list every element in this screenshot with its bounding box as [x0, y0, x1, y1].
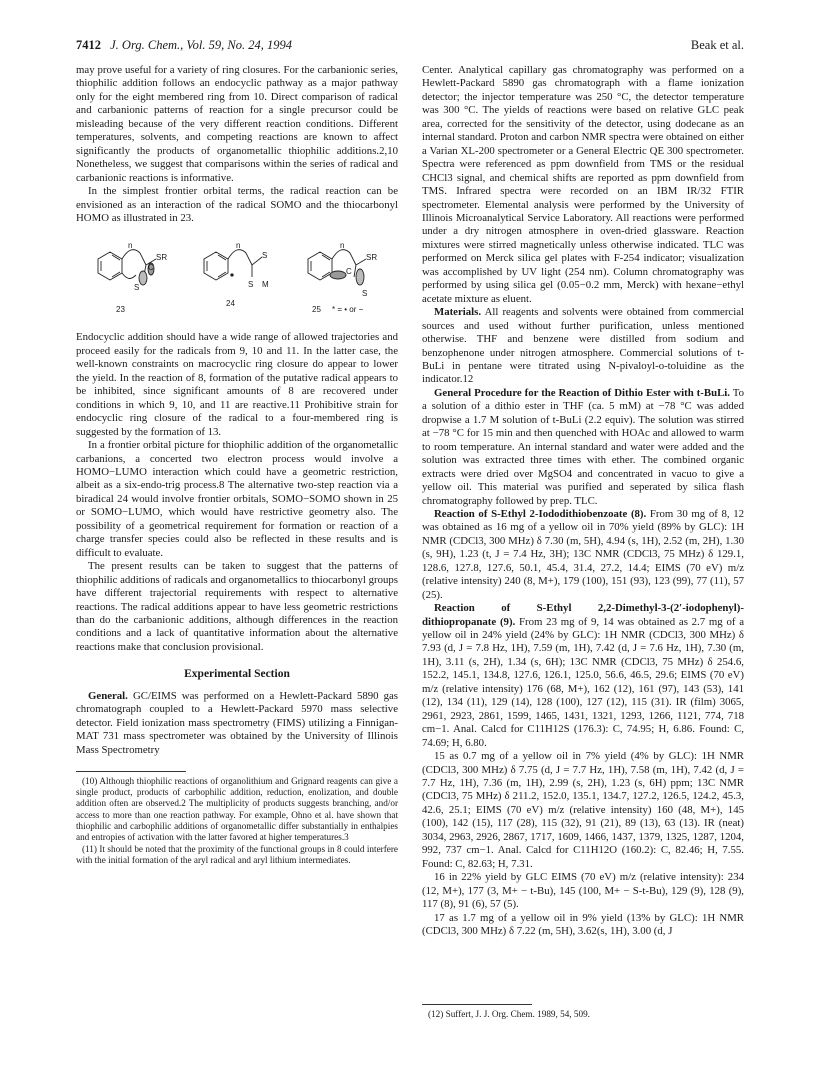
- compound-label-24: 24: [226, 299, 235, 309]
- label-s-23: S: [134, 283, 140, 293]
- journal-citation: J. Org. Chem., Vol. 59, No. 24, 1994: [110, 38, 292, 52]
- footnote-10: (10) Although thiophilic reactions of organolithium and Grignard reagents can give a single product, products of carbophilic addition, reduction, enolization, and double addition often are observed.2 The multiplicity of products suggests branching, and/or access to more than one reaction pathway. For example, Ohno et al. have shown that thiophilic and carbophilic additions of organometallic differ substantially in enthalpies and entropies of activation with the latter favored at higher temperatures.3: [76, 776, 398, 843]
- footnotes-left: [76, 776, 398, 867]
- label-s-24: S: [248, 280, 254, 290]
- compound-label-25: 25: [312, 305, 321, 315]
- page-header: [76, 38, 744, 56]
- paragraph-materials: [422, 306, 744, 387]
- footnote-rule-right: [422, 1004, 532, 1005]
- general-procedure-text: To a solution of a dithio ester in THF (ca. 5 mM) at −78 °C was added dropwise a 1.7 M solution of t-BuLi (2.2 equiv). The solution was stirred at −78 °C for 15 min and then quenched with HOAc and allowed to warm to room temperature. An internal standard and water were added and the solution was extracted three times with ether. The combined organic extracts were dried over MgSO4 and concentrated in vacuo to give a yellow oil. This material was purified and seperated by silica flash chromatography followed by prep. TLC.: [422, 386, 744, 507]
- footnote-rule: [76, 771, 186, 772]
- materials-runin-head: Materials.: [434, 306, 482, 319]
- structure-25: [308, 250, 366, 285]
- label-m-24: M: [262, 280, 269, 290]
- label-n-23: n: [128, 241, 133, 251]
- paragraph-general: [76, 690, 398, 757]
- figure-legend: * = • or −: [332, 305, 364, 315]
- footnotes-right: [422, 1004, 744, 1021]
- label-c-23: C: [148, 263, 154, 273]
- paragraph-general-procedure: [422, 387, 744, 508]
- label-n-25: n: [340, 241, 345, 251]
- reaction-8-text: From 30 mg of 8, 12 was obtained as 16 mg of a yellow oil in 70% yield (89% by GLC): 1H NMR (CDCl3, 300 MHz) δ 7.30 (m, 5H), 4.94 (s, 1H), 2.52 (m, 2H), 1.30 (s, 9H), 1.23 (t, J = 7.4 Hz, 3H); 13C NMR (CDCl3, 75 MHz) δ 129.1, 128.6, 127.8, 127.6, 50.1, 45.4, 31.4, 27.2, 14.4; EIMS (70 eV) m/z (relative intensity) 240 (8, M+), 179 (100), 151 (93), 123 (99), 77 (11), 57 (25).: [422, 507, 745, 601]
- general-runin-head: General.: [88, 689, 128, 702]
- paragraph-compound-15: 15 as 0.7 mg of a yellow oil in 7% yield (4% by GLC): 1H NMR (CDCl3, 300 MHz) δ 7.75 (d, J = 7.7 Hz, 1H), 7.58 (m, 1H), 7.42 (d, J = 7.7 Hz, 1H), 7.36 (m, 1H), 2.99 (s, 2H), 1.23 (s, 6H) ppm; 13C NMR (CDCl3, 75 MHz) δ 211.2, 152.0, 135.1, 134.7, 127.2, 126.5, 124.2, 45.3, 42.6, 25.1; EIMS (70 eV) m/z (relative intensity) 160 (48, M+), 145 (100), 142 (15), 117 (28), 115 (32), 91 (21), 89 (13), 63 (13). IR (neat) 3034, 2963, 2926, 2867, 1717, 1609, 1466, 1437, 1379, 1325, 1287, 1204, 992, 737 cm−1. Anal. Calcd for C11H12O (160.2): C, 82.46; H, 7.55. Found: C, 82.63; H, 7.31.: [422, 750, 744, 870]
- paragraph-frontier-carbanion: In a frontier orbital picture for thiophilic addition of the organometallic carbanions, a concerted two electron process would involve a HOMO−LUMO interaction which could have a geometric restriction, albeit as a six-endo-trig process.8 The alternative two-step reaction via a biradical 24 would involve frontier orbitals, SOMO−SOMO shown in 25 or SOMO−LUMO, which would have restrictive geometry also. The possibility of a geometrical requirement for formation or reaction of a charge transfer species could also be reflected in these results and is difficult to evaluate.: [76, 439, 398, 559]
- footnote-12-wrap: [422, 1009, 744, 1020]
- reaction-9-head: Reaction of S-Ethyl 2,2-Dimethyl-3-(2′-iodophenyl)-dithiopropanate (9).: [422, 602, 744, 628]
- structure-24: [204, 250, 262, 280]
- left-column: [76, 64, 398, 868]
- label-sr-23: SR: [156, 253, 168, 263]
- general-text: GC/EIMS was performed on a Hewlett-Packard 5890 gas chromatograph coupled to a Hewlett-Packard 5970 mass selective detector. Field ionization mass spectrometry (FIMS) utilizing a Finnigan-MAT 731 mass spectrometer was obtained by the University of Illinois Mass Spectrometry: [76, 689, 398, 756]
- header-authors: Beak et al.: [690, 38, 744, 52]
- paragraph-compound-17: 17 as 1.7 mg of a yellow oil in 9% yield (13% by GLC): 1H NMR (CDCl3, 300 MHz) δ 7.22 (m, 5H), 3.62(s, 1H), 3.00 (d, J: [422, 911, 744, 937]
- paragraph-compound-16: 16 in 22% yield by GLC EIMS (70 eV) m/z (relative intensity): 234 (12, M+), 177 (3, M+ − t-Bu), 145 (100, M+ − S-t-Bu), 129 (9), 128 (9), 117 (8), 91 (6), 57 (5).: [422, 871, 744, 911]
- paragraph-conclusion: The present results can be taken to suggest that the patterns of thiophilic additions of radicals and organometallics to thiocarbonyl groups have different trajectorial requirements with respect to alternative reactions. The radical additions appear to have less geometric restrictions than do the carbanionic additions, although differences in the reaction conditions and a lack of quantitative information about the alternative reactions make that conclusion provisional.: [76, 560, 398, 653]
- footnote-12: (12) Suffert, J. J. Org. Chem. 1989, 54, 509.: [428, 1009, 590, 1019]
- label-s-top-24: S: [262, 251, 268, 261]
- paragraph-reaction-9: [422, 602, 744, 750]
- general-procedure-head: General Procedure for the Reaction of Dithio Ester with t-BuLi.: [434, 386, 730, 399]
- label-s-25: S: [362, 289, 368, 299]
- paragraph-continuation: may prove useful for a variety of ring closures. For the carbanionic series, thiophilic addition follows an endocyclic pathway as a major pathway only for the eight membered ring from 10. Direct comparison of radical and carbanionic patterns of reaction for a single precursor could be misleading because of the very different reaction conditions. Different temperatures, solvents, and competing reactions are known to affect significantly the products of organometallic thiophilic additions.2,10 Nonetheless, we suggest that comparisons within the series of radical and carbanionic reactions is informative.: [76, 64, 398, 184]
- paragraph-frontier-orbital: In the simplest frontier orbital terms, the radical reaction can be envisioned as an interaction of the radical SOMO and the thiocarbonyl HOMO as illustrated in 23.: [76, 185, 398, 224]
- structure-figure: [76, 231, 398, 323]
- header-left: [76, 38, 292, 53]
- label-sr-25: SR: [366, 253, 378, 263]
- label-n-24: n: [236, 241, 241, 251]
- page-number: 7412: [76, 38, 101, 52]
- paragraph-endocyclic: Endocyclic addition should have a wide range of allowed trajectories and proceed easily for the radicals from 9, 10 and 11. In the latter case, the well-known constraints on macrocyclic ring closure do appear to lower the yield. In the reaction of 8, formation of the putative radical appears to be inhibited, since significant amounts of 8 are recovered under conditions in which 9, 10, and 11 are reactive.11 Prohibitive strain for endocyclic ring closure of the radical to a four-membered ring is suggested by the formation of 13.: [76, 331, 398, 438]
- materials-text: All reagents and solvents were obtained from commercial sources and used without further purification, unless mentioned otherwise. THF and benzene were distilled from sodium and benzophenone under nitrogen atmosphere. Commercial solutions of t-BuLi in pentane were titrated using N-pivaloyl-o-toluidine as the indicator.12: [422, 306, 744, 386]
- paragraph-instrumentation: Center. Analytical capillary gas chromatography was performed on a Hewlett-Packard 5890 gas chromatograph with a flame ionization detector; the injector temperature was 250 °C, the detector temperature was 300 °C. The yields of reactions were based on relative GLC peak area, corrected for the sensitivity of the detector, using dodecane as an internal standard. Proton and carbon NMR spectra were obtained on either a Varian XL-200 spectrometer or a General Electric QE 300 spectrometer. Spectra were referenced as ppm downfield from TMS or the residual CHCl3 signal, and chemical shifts are reported as ppm downfield from TMS. Infrared spectra were recorded on an IBM IR/32 FTIR spectrometer. Elemental analysis were performed by the University of Illinois Microanalytical Service Laboratory. All reactions were performed under a dry nitrogen atmosphere in oven-dried glassware. Reaction mixtures were stirred magnetically unless otherwise indicated. TLC was performed on Merck silica gel plates with F-254 indicator; visualization was accomplished by UV light (254 nm). Column chromatography was performed by using silica gel (0.05−0.2 mm, Merck) with hexane−ethyl acetate mixture as eluent.: [422, 64, 744, 305]
- reaction-9-text: From 23 mg of 9, 14 was obtained as 2.7 mg of a yellow oil in 24% yield (24% by GLC): 1H NMR (CDCl3, 300 MHz) δ 7.93 (d, J = 7.8 Hz, 1H), 7.59 (m, 1H), 7.42 (d, J = 7.6 Hz, 1H), 7.30 (m, 1H), 3.11 (s, 2H), 1.34 (s, 6H); 13C NMR (CDCl3, 75 MHz) δ 254.6, 152.2, 145.1, 134.8, 127.6, 126.1, 125.0, 56.6, 46.5, 29.6; EIMS (70 eV) m/z (relative intensity) 176 (68, M+), 162 (12), 161 (97), 143 (53), 141 (12), 134 (11), 129 (14), 128 (100), 127 (12), 115 (31). IR (film) 3065, 2961, 2923, 2861, 1599, 1465, 1431, 1321, 1293, 1266, 1121, 774, 718 cm−1. Anal. Calcd for C11H12S (176.3): C, 74.95; H, 6.86. Found: C, 74.69; H, 6.80.: [422, 615, 745, 749]
- paragraph-reaction-8: [422, 508, 744, 602]
- section-title-experimental: Experimental Section: [184, 668, 290, 681]
- footnote-11: (11) It should be noted that the proximity of the functional groups in 8 could interfere with the initial formation of the aryl radical and aryl lithium intermediates.: [76, 844, 398, 866]
- label-c-25: C: [346, 267, 352, 277]
- right-column: [422, 64, 744, 938]
- reaction-8-head: Reaction of S-Ethyl 2-Iododithiobenzoate (8).: [434, 507, 647, 520]
- compound-label-23: 23: [116, 305, 125, 315]
